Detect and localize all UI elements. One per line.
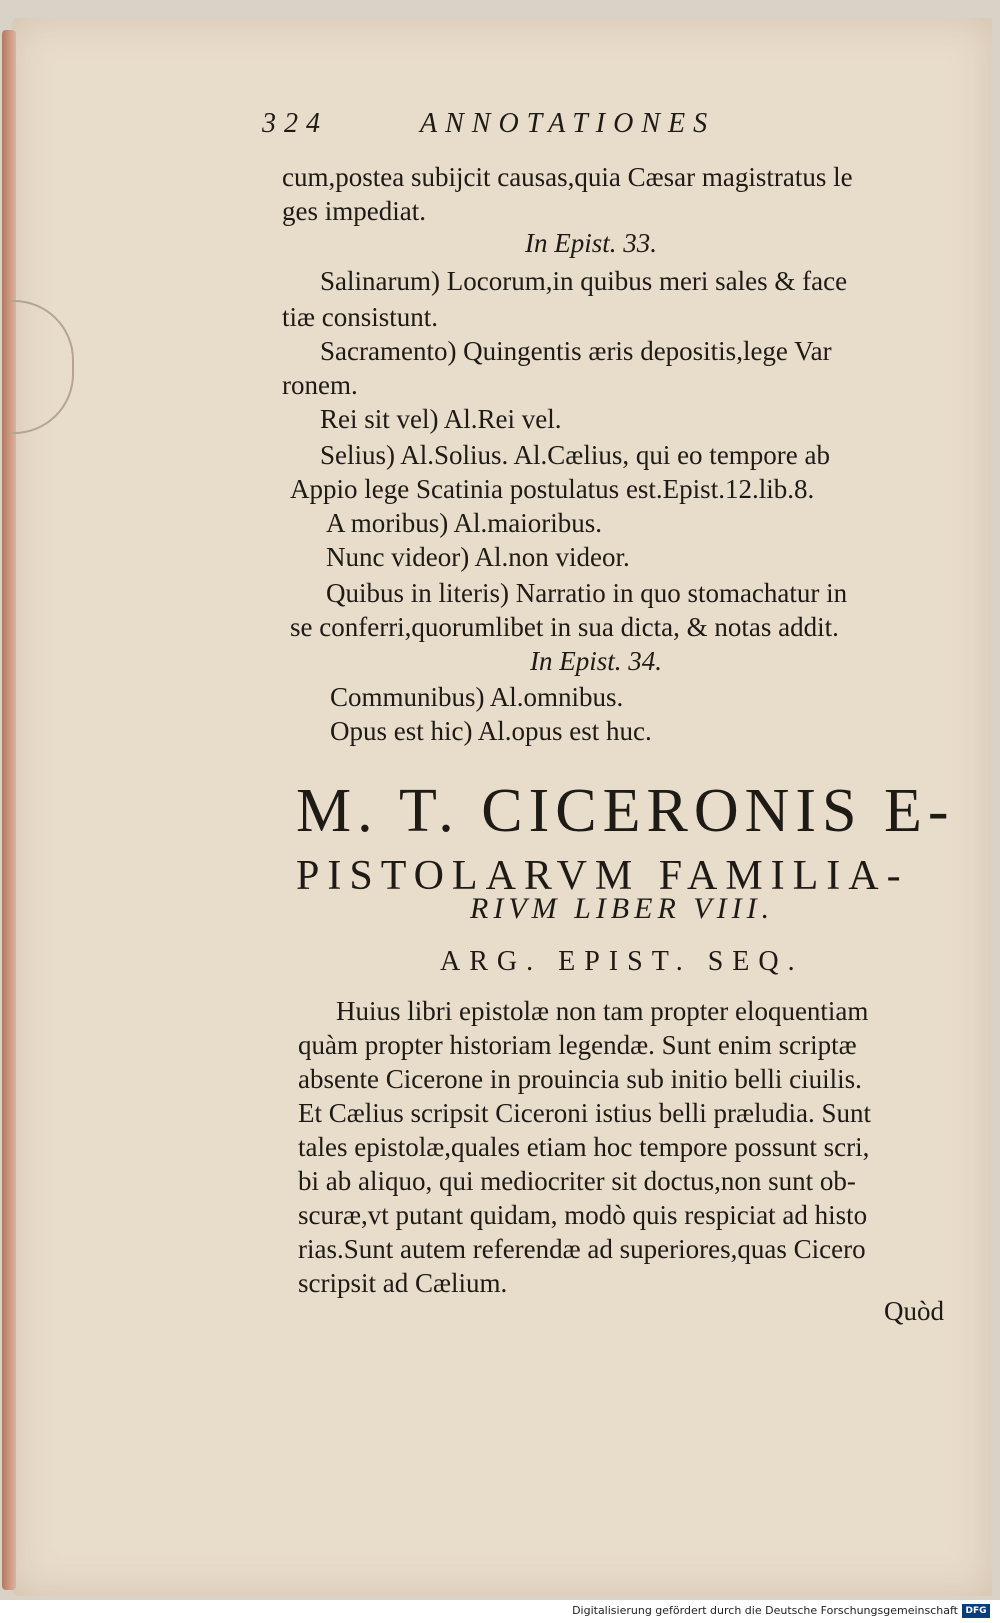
text-line: Salinarum) Locorum,in quibus meri sales & face	[320, 266, 848, 296]
text-line: Selius) Al.Solius. Al.Cælius, qui eo tempore ab	[320, 440, 831, 470]
section-heading: In Epist. 33.	[525, 228, 657, 258]
text-line: Appio lege Scatinia postulatus est.Epist.12.lib.8.	[290, 474, 815, 504]
text-line: rias.Sunt autem referendæ ad superiores,quas Cicero	[298, 1234, 866, 1264]
text-line: scuræ,vt putant quidam, modò quis respiciat ad histo	[298, 1200, 868, 1230]
text-line: tiæ consistunt.	[282, 302, 439, 332]
funding-credit: Digitalisierung gefördert durch die Deutsche Forschungsgemeinschaft	[572, 1604, 958, 1617]
dfg-logo: DFG	[962, 1604, 990, 1618]
text-line: tales epistolæ,quales etiam hoc tempore possunt scri,	[298, 1132, 870, 1162]
text-line: quàm propter historiam legendæ. Sunt enim scriptæ	[298, 1030, 857, 1060]
argument-heading: ARG. EPIST. SEQ.	[440, 946, 804, 977]
catchword: Quòd	[884, 1296, 944, 1326]
page-number: 324	[262, 108, 328, 139]
text-line: Opus est hic) Al.opus est huc.	[330, 716, 652, 746]
text-line: ronem.	[282, 370, 358, 400]
text-line: Quibus in literis) Narratio in quo stomachatur in	[326, 578, 848, 608]
running-title: ANNOTATIONES	[420, 108, 716, 139]
text-line: ges impediat.	[282, 196, 426, 226]
text-line: se conferri,quorumlibet in sua dicta, & notas addit.	[290, 612, 839, 642]
text-line: absente Cicerone in prouincia sub initio belli ciuilis.	[298, 1064, 862, 1094]
text-line: Et Cælius scripsit Ciceroni istius belli præludia. Sunt	[298, 1098, 871, 1128]
text-line: bi ab aliquo, qui mediocriter sit doctus,non sunt ob-	[298, 1166, 856, 1196]
book-title-line-1: M. T. CICERONIS E-	[296, 777, 955, 845]
book-title-line-2: PISTOLARVM FAMILIA-	[296, 853, 909, 899]
text-line: Nunc videor) Al.non videor.	[326, 542, 630, 572]
text-line: Communibus) Al.omnibus.	[330, 682, 624, 712]
page-edge	[2, 30, 16, 1590]
text-line: Huius libri epistolæ non tam propter eloquentiam	[336, 996, 869, 1026]
text-line: Rei sit vel) Al.Rei vel.	[320, 404, 562, 434]
footer-bar	[0, 1600, 1000, 1623]
text-line: A moribus) Al.maioribus.	[326, 508, 602, 538]
section-heading: In Epist. 34.	[530, 646, 662, 676]
text-line: scripsit ad Cælium.	[298, 1268, 508, 1298]
text-line: cum,postea subijcit causas,quia Cæsar magistratus le	[282, 162, 853, 192]
text-line: Sacramento) Quingentis æris depositis,lege Var	[320, 336, 832, 366]
book-title-line-3: RIVM LIBER VIII.	[470, 892, 775, 925]
